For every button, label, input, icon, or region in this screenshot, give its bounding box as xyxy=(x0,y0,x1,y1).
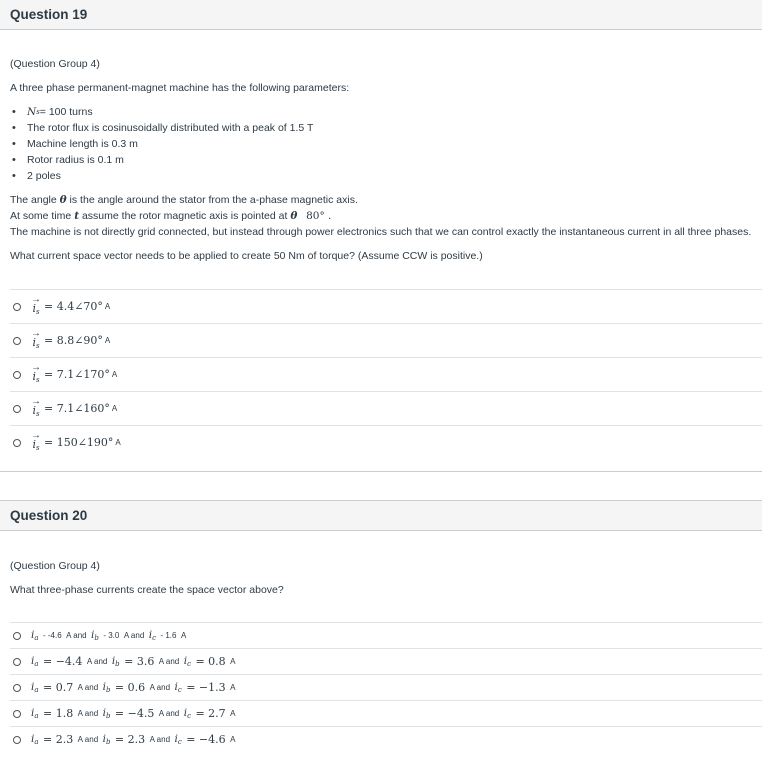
q19-answer-option[interactable] xyxy=(10,425,762,459)
radio-button[interactable] xyxy=(13,658,21,666)
param-symbol: N xyxy=(27,106,37,118)
param-text: The rotor flux is cosinusoidally distributed with a peak of 1.5 T xyxy=(27,122,314,134)
answer-value: = 7.1∠170° xyxy=(44,368,110,381)
param-subscript: s xyxy=(36,108,40,116)
radio-button[interactable] xyxy=(13,439,21,447)
radio-button[interactable] xyxy=(13,303,21,311)
theta-symbol: θ xyxy=(59,194,67,206)
q20-answer-option[interactable]: $i_a$ - -4.6 A and $i_b$ - 3.0 A and $i_c$ - 1.6 A xyxy=(10,622,762,648)
vector-symbol: → $i_s$ xyxy=(31,395,41,418)
q19-intro: A three phase permanent-magnet machine has the following parameters: xyxy=(10,82,350,94)
phase-b-value: = 2.3 xyxy=(114,733,146,746)
radio-button[interactable] xyxy=(13,736,21,744)
phase-c-value: - 1.6 xyxy=(160,631,177,640)
param-text: = 100 turns xyxy=(39,106,93,118)
param-item xyxy=(10,136,313,152)
question-19-title: Question 19 xyxy=(0,0,762,30)
answer-value: = 7.1∠160° xyxy=(44,402,110,415)
phase-a-symbol: i xyxy=(31,629,35,641)
phase-a-value: = −4.4 xyxy=(43,655,83,668)
answer-value: = 4.4∠70° xyxy=(44,300,103,313)
phase-a-symbol: i xyxy=(31,733,35,745)
answer-unit: A xyxy=(104,302,111,311)
phase-b-symbol: i xyxy=(91,629,95,641)
theta-symbol: θ xyxy=(290,210,298,222)
radio-button[interactable] xyxy=(13,632,21,640)
phase-c-symbol: i xyxy=(148,629,153,641)
q20-group: (Question Group 4) xyxy=(10,560,100,572)
phase-b-symbol: i xyxy=(102,733,106,745)
radio-button[interactable] xyxy=(13,710,21,718)
answer-value: = 8.8∠90° xyxy=(44,334,103,347)
phase-b-value: - 3.0 xyxy=(103,631,120,640)
param-item xyxy=(10,152,313,168)
radio-button[interactable] xyxy=(13,371,21,379)
param-item xyxy=(10,104,313,120)
question-20-title: Question 20 xyxy=(0,501,762,531)
q20-question: What three-phase currents create the space vector above? xyxy=(10,584,284,596)
phase-b-symbol: i xyxy=(111,655,116,667)
phase-a-value: = 0.7 xyxy=(43,681,74,694)
param-text: 2 poles xyxy=(27,170,61,182)
vector-symbol: → $i_s$ xyxy=(31,327,41,350)
param-text: Machine length is 0.3 m xyxy=(27,138,138,150)
radio-button[interactable] xyxy=(13,684,21,692)
answer-value: = 150∠190° xyxy=(44,436,114,449)
answer-unit: A xyxy=(104,336,111,345)
angle-value: 80° . xyxy=(306,210,332,222)
phase-b-value: = 0.6 xyxy=(114,681,146,694)
q19-answer-option[interactable] xyxy=(10,391,762,425)
phase-b-value: = 3.6 xyxy=(124,655,155,668)
radio-button[interactable] xyxy=(13,405,21,413)
answer-unit: A xyxy=(111,370,118,379)
q19-line-angle: The angle θ is the angle around the stator from the a-phase magnetic axis. xyxy=(10,194,358,206)
vector-symbol: → $i_s$ xyxy=(31,293,41,316)
phase-a-symbol: i xyxy=(31,707,35,719)
q20-answer-option[interactable]: $i_a$ = −4.4 A and $i_b$ = 3.6 A and $i_c$ = 0.8 A xyxy=(10,648,762,674)
bullet-icon: • xyxy=(12,138,16,150)
bullet-icon: • xyxy=(12,170,16,182)
phase-a-value: = 1.8 xyxy=(43,707,74,720)
phase-c-symbol: i xyxy=(174,733,178,745)
phase-a-value: - -4.6 xyxy=(43,631,62,640)
phase-c-value: = 2.7 xyxy=(195,707,226,720)
phase-b-symbol: i xyxy=(102,681,106,693)
phase-b-value: = −4.5 xyxy=(114,707,155,720)
phase-c-symbol: i xyxy=(183,655,188,667)
param-item xyxy=(10,168,313,184)
answer-unit: A xyxy=(111,404,118,413)
param-text: Rotor radius is 0.1 m xyxy=(27,154,124,166)
q19-group: (Question Group 4) xyxy=(10,58,100,70)
phase-c-value: = −4.6 xyxy=(186,733,226,746)
q20-answer-option[interactable]: $i_a$ = 1.8 A and $i_b$ = −4.5 A and $i_c$ = 2.7 A xyxy=(10,700,762,726)
q19-answer-option[interactable] xyxy=(10,289,762,323)
phase-c-value: = −1.3 xyxy=(186,681,226,694)
q19-line-control: The machine is not directly grid connected, but instead through power electronics such that we can control exactly the instantaneous current in all three phases. xyxy=(10,226,752,238)
phase-a-symbol: i xyxy=(31,681,35,693)
bullet-icon: • xyxy=(12,106,16,118)
q20-answer-option[interactable]: $i_a$ = 2.3 A and $i_b$ = 2.3 A and $i_c$ = −4.6 A xyxy=(10,726,762,752)
q20-answer-option[interactable]: $i_a$ = 0.7 A and $i_b$ = 0.6 A and $i_c$ = −1.3 A xyxy=(10,674,762,700)
param-item xyxy=(10,120,313,136)
q19-line-time: At some time t assume the rotor magnetic axis is pointed at θ 80° . xyxy=(10,210,332,222)
q19-question: What current space vector needs to be applied to create 50 Nm of torque? (Assume CCW is positive.) xyxy=(10,250,483,262)
q19-parameter-list xyxy=(10,104,313,184)
q19-answer-option[interactable] xyxy=(10,357,762,391)
vector-symbol: → $i_s$ xyxy=(31,361,41,384)
q19-answer-option[interactable] xyxy=(10,323,762,357)
t-symbol: t xyxy=(74,210,80,222)
phase-a-value: = 2.3 xyxy=(43,733,74,746)
phase-a-symbol: i xyxy=(31,655,35,667)
phase-c-symbol: i xyxy=(174,681,178,693)
phase-c-value: = 0.8 xyxy=(195,655,226,668)
answer-unit: A xyxy=(115,438,121,447)
phase-b-symbol: i xyxy=(102,707,106,719)
bullet-icon: • xyxy=(12,154,16,166)
radio-button[interactable] xyxy=(13,337,21,345)
bullet-icon: • xyxy=(12,122,16,134)
phase-c-symbol: i xyxy=(183,707,188,719)
vector-symbol: → $i_s$ xyxy=(31,429,41,452)
